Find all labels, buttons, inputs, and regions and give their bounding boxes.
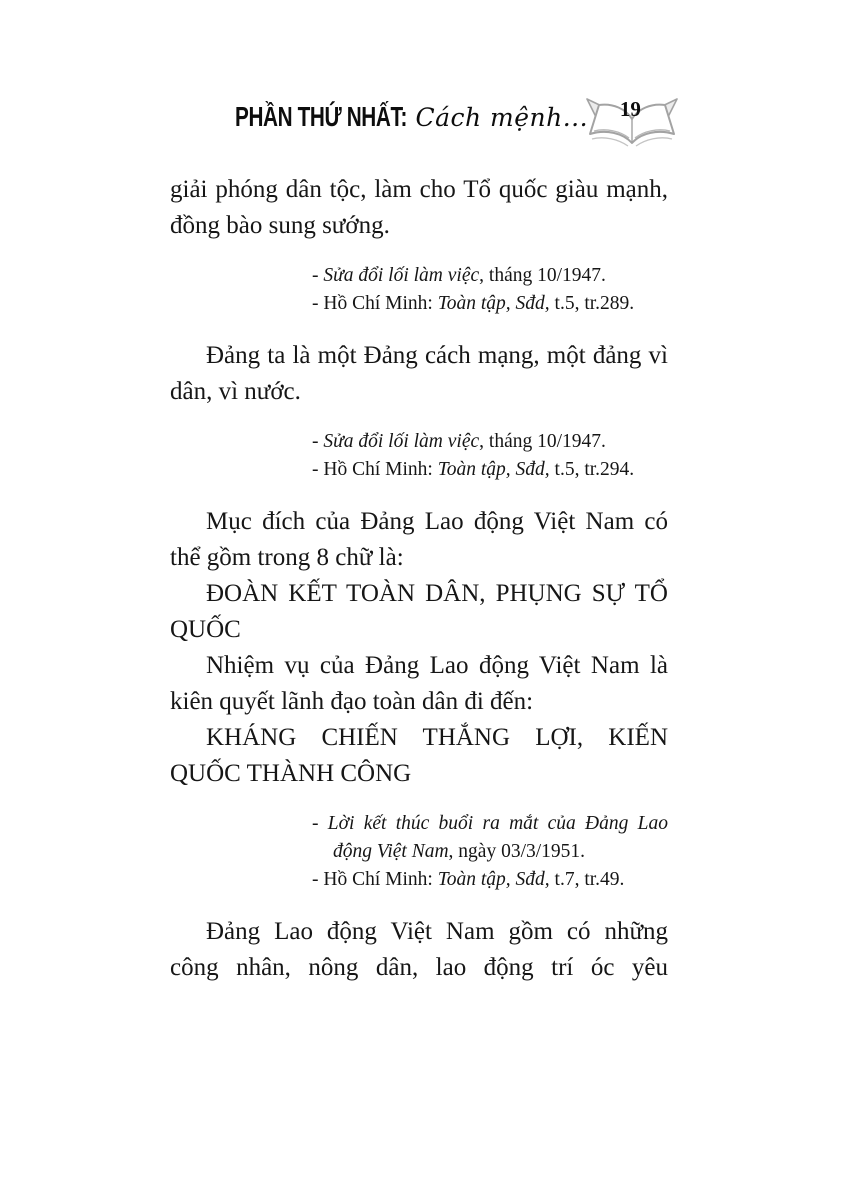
section-title: Cách mệnh... [415, 103, 589, 132]
section-label: PHẦN THỨ NHẤT: [235, 101, 408, 132]
citation-reference: - Hồ Chí Minh: Toàn tập, Sđd, t.5, tr.294. [312, 459, 635, 480]
running-header [235, 101, 588, 133]
citation-source: - Sửa đổi lối làm việc, tháng 10/1947. [312, 431, 606, 452]
body-paragraph: Đảng Lao động Việt Nam gồm có những công nhân, nông dân, lao động trí óc yêu [170, 918, 668, 981]
citation-source: - Sửa đổi lối làm việc, tháng 10/1947. [312, 265, 606, 286]
citation-reference: - Hồ Chí Minh: Toàn tập, Sđd, t.5, tr.289. [312, 293, 635, 314]
page-number: 19 [619, 97, 641, 121]
citation-block [312, 262, 668, 318]
body-paragraph: Mục đích của Đảng Lao động Việt Nam có thể gồm trong 8 chữ là: [170, 508, 668, 571]
slogan-text: KHÁNG CHIẾN THẮNG LỢI, KIẾN QUỐC THÀNH CÔNG [170, 724, 668, 787]
page-body [170, 172, 668, 986]
citation-source: - Lời kết thúc buổi ra mắt của Đảng Lao động Việt Nam, ngày 03/3/1951. [312, 813, 668, 862]
body-paragraph: Đảng ta là một Đảng cách mạng, một đảng vì dân, vì nước. [170, 342, 668, 405]
citation-reference: - Hồ Chí Minh: Toàn tập, Sđd, t.7, tr.49. [312, 869, 625, 890]
slogan-text: ĐOÀN KẾT TOÀN DÂN, PHỤNG SỰ TỔ QUỐC [170, 580, 668, 643]
citation-block [312, 810, 668, 894]
citation-block [312, 428, 668, 484]
page-number-ornament [582, 96, 682, 152]
body-paragraph: giải phóng dân tộc, làm cho Tổ quốc giàu mạnh, đồng bào sung sướng. [170, 176, 668, 239]
body-paragraph: Nhiệm vụ của Đảng Lao động Việt Nam là kiên quyết lãnh đạo toàn dân đi đến: [170, 652, 668, 715]
